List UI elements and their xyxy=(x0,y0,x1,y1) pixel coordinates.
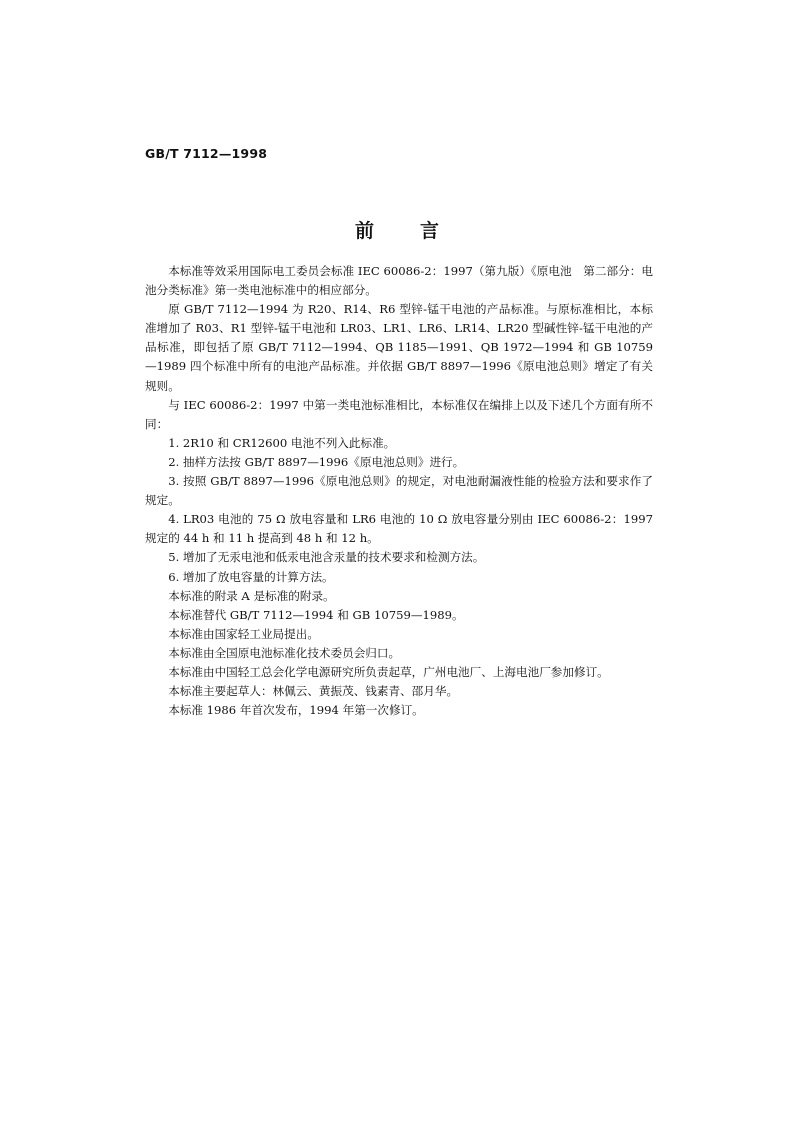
list-item: 6. 增加了放电容量的计算方法。 xyxy=(168,569,334,584)
paragraph: 本标准由全国原电池标准化技术委员会归口。 xyxy=(168,645,401,660)
list-item: 4. LR03 电池的 75 Ω 放电容量和 LR6 电池的 10 Ω 放电容量分别由 IEC 60086-2：1997 规定的 44 h 和 11 h 提高到 48 h 和 12 h。 xyxy=(145,512,653,546)
list-item: 5. 增加了无汞电池和低汞电池含汞量的技术要求和检测方法。 xyxy=(168,550,485,565)
list-item: 2. 抽样方法按 GB/T 8897—1996《原电池总则》进行。 xyxy=(168,454,465,469)
paragraph: 本标准替代 GB/T 7112—1994 和 GB 10759—1989。 xyxy=(168,607,464,622)
standard-code: GB/T 7112—1998 xyxy=(145,146,268,161)
paragraph: 原 GB/T 7112—1994 为 R20、R14、R6 型锌-锰干电池的产品标准。与原标准相比，本标准增加了 R03、R1 型锌-锰干电池和 LR03、LR1、LR6、LR14、LR20 型碱性锌-锰干电池的产品标准，即包括了原 GB/T 7112—1994、QB 1185—1991、QB 1972—1994 和 GB 10759—1989 四个标准中所有的电池产品标准。并依据 GB/T 8897—1996《原电池总则》增定了有关规则。 xyxy=(145,302,653,393)
paragraph: 本标准等效采用国际电工委员会标准 IEC 60086-2：1997（第九版）《原电池 第二部分：电池分类标准》第一类电池标准中的相应部分。 xyxy=(145,264,653,298)
paragraph: 本标准由中国轻工总会化学电源研究所负责起草，广州电池厂、上海电池厂参加修订。 xyxy=(168,664,609,679)
paragraph: 本标准 1986 年首次发布，1994 年第一次修订。 xyxy=(168,703,424,718)
paragraph: 本标准由国家轻工业局提出。 xyxy=(168,626,319,641)
list-item: 1. 2R10 和 CR12600 电池不列入此标准。 xyxy=(168,435,396,450)
list-item: 3. 按照 GB/T 8897—1996《原电池总则》的规定，对电池耐漏液性能的检验方法和要求作了规定。 xyxy=(145,474,653,508)
foreword-body xyxy=(145,262,653,720)
paragraph: 与 IEC 60086-2：1997 中第一类电池标准相比，本标准仅在编排上以及下述几个方面有所不同： xyxy=(145,397,653,431)
paragraph: 本标准的附录 A 是标准的附录。 xyxy=(168,588,335,603)
page-title: 前言 xyxy=(354,220,485,242)
paragraph: 本标准主要起草人：林佩云、黄振茂、钱素青、邵月华。 xyxy=(168,684,459,699)
